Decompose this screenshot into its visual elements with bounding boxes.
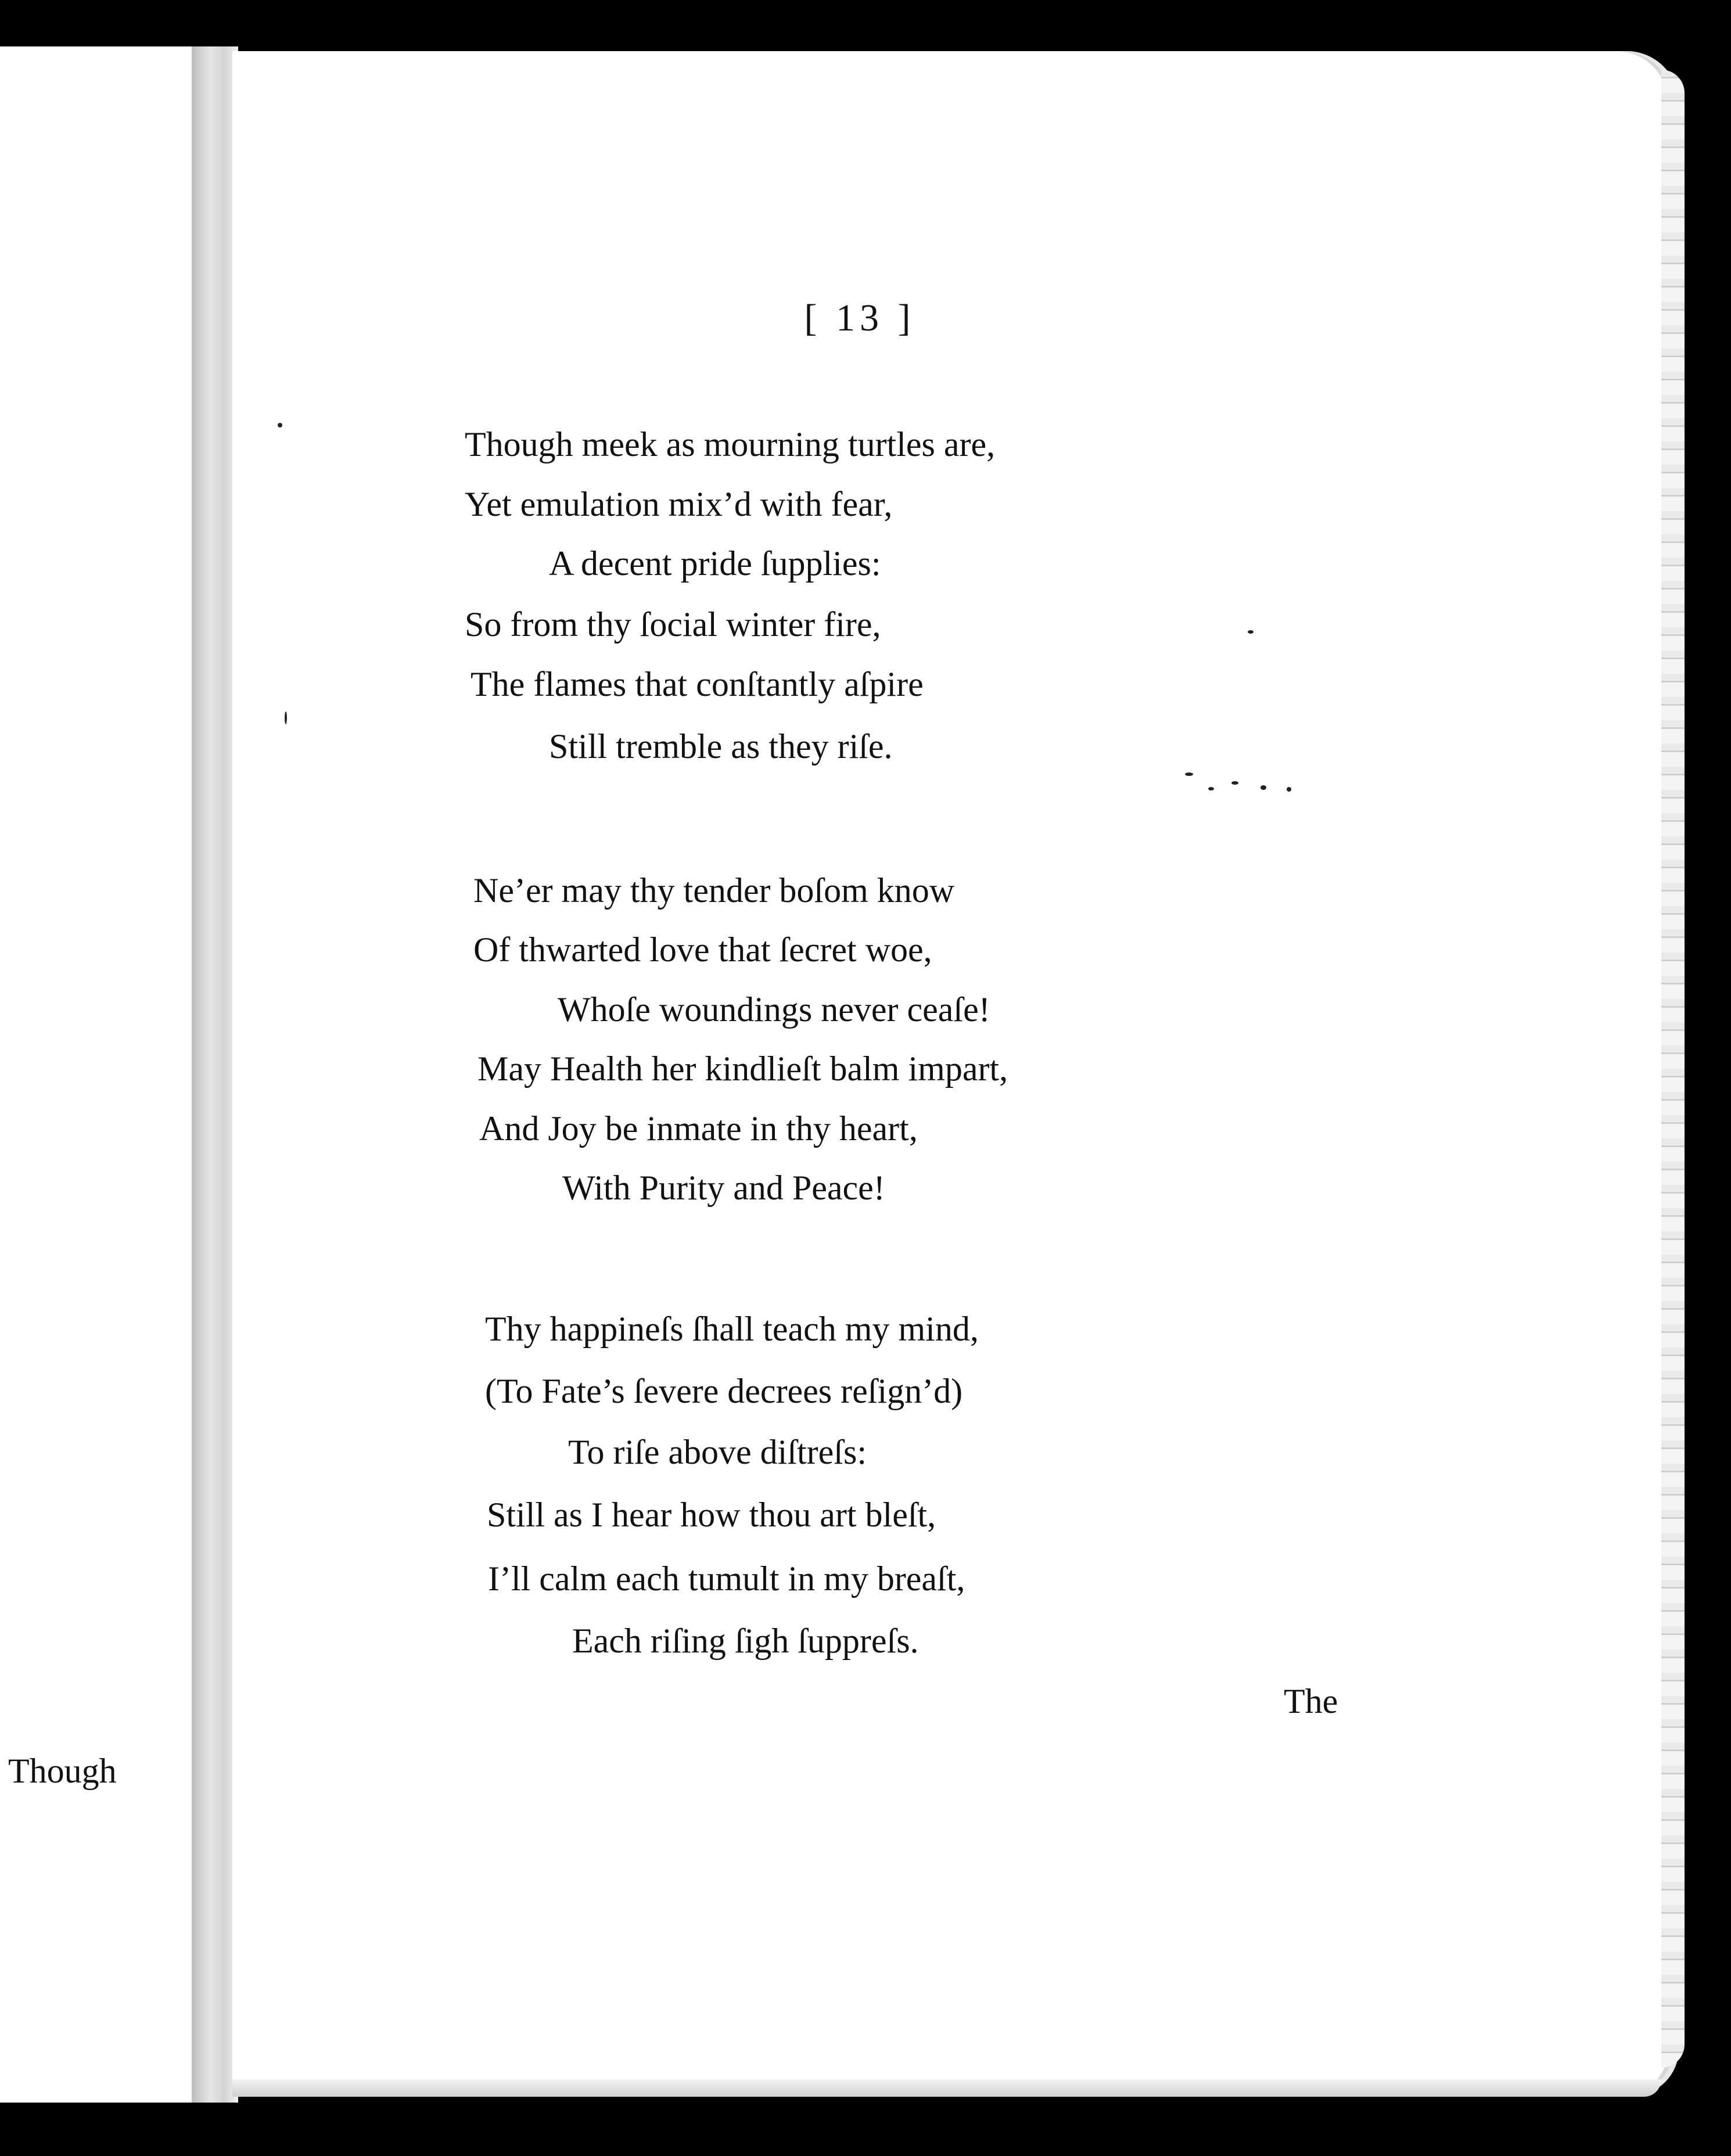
verse-line: Thy happineſs ſhall teach my mind, xyxy=(485,1310,979,1348)
verse-line: Still tremble as they riſe. xyxy=(549,727,893,766)
verse-line: Though meek as mourning turtles are, xyxy=(465,425,996,463)
page-fore-edge xyxy=(1661,70,1685,2068)
verse-line: (To Fate’s ſevere decrees reſign’d) xyxy=(485,1372,963,1410)
verse-line: Still as I hear how thou art bleſt, xyxy=(487,1496,936,1534)
scan-speck xyxy=(1185,772,1193,776)
scan-speck xyxy=(1248,630,1254,634)
gutter-shadow xyxy=(192,46,238,2103)
facing-page xyxy=(0,46,192,2103)
verse-line: Ne’er may thy tender boſom know xyxy=(473,871,955,910)
verse-line: Yet emulation mix’d with fear, xyxy=(465,485,893,523)
scan-speck xyxy=(1287,787,1291,792)
verse-line: Each riſing ſigh ſuppreſs. xyxy=(572,1622,919,1660)
verse-line: Of thwarted love that ſecret woe, xyxy=(473,930,932,969)
verse-line: The flames that conſtantly aſpire xyxy=(471,665,924,703)
page-bottom-edge xyxy=(232,2079,1661,2097)
verse-line: Whoſe woundings never ceaſe! xyxy=(558,990,990,1029)
verse-line: And Joy be inmate in thy heart, xyxy=(479,1109,918,1148)
verse-line: So from thy ſocial winter fire, xyxy=(465,605,881,644)
scan-speck xyxy=(1260,785,1266,790)
scan-speck xyxy=(285,712,287,724)
scan-speck xyxy=(1231,781,1238,785)
verse-line: A decent pride ſupplies: xyxy=(549,544,881,583)
catchword: The xyxy=(1284,1682,1338,1720)
scan-speck xyxy=(1208,787,1214,790)
verse-line: I’ll calm each tumult in my breaſt, xyxy=(488,1559,965,1598)
verse-line: With Purity and Peace! xyxy=(562,1169,885,1207)
scan-speck xyxy=(278,423,282,427)
facing-page-catchword: Though xyxy=(8,1752,117,1790)
verse-line: May Health her kindlieſt balm impart, xyxy=(477,1050,1008,1088)
verse-line: To riſe above diſtreſs: xyxy=(568,1433,867,1471)
page-number: [ 13 ] xyxy=(804,297,915,339)
